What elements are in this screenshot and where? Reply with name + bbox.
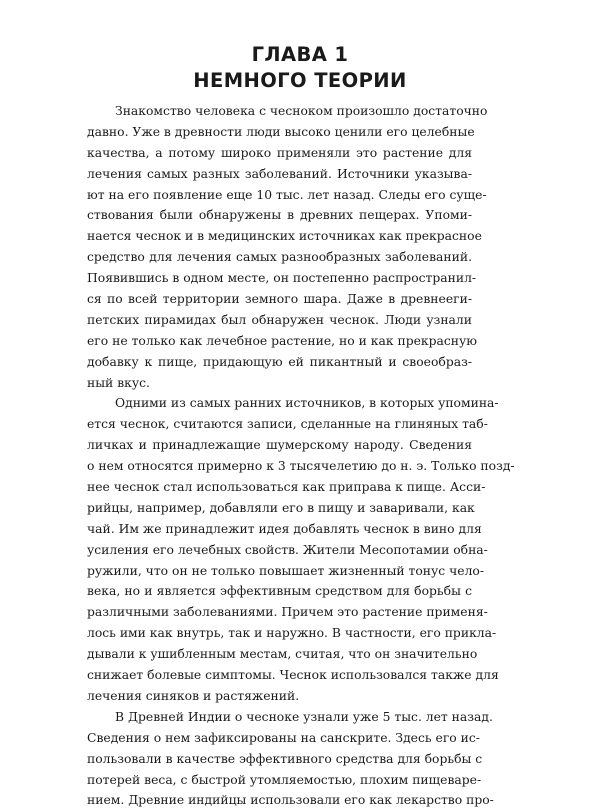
- text-line: лечения синяков и растяжений.: [87, 688, 300, 703]
- body-text: [87, 101, 515, 811]
- text-line: потерей веса, с быстрой утомляемостью, плохим пищеваре-: [87, 772, 482, 787]
- text-line: пользовали в качестве эффективного средства для борьбы с: [87, 751, 483, 766]
- chapter-title: НЕМНОГО ТЕОРИИ: [193, 69, 407, 92]
- text-line: его не только как лечебное растение, но и как прекрасную: [87, 333, 478, 348]
- text-line: различными заболеваниями. Причем это растение применя-: [87, 605, 488, 620]
- text-line: ется чеснок, считаются записи, сделанные на глиняных таб-: [87, 417, 488, 432]
- paragraph: [87, 393, 515, 706]
- text-line: ют на его появление еще 10 тыс. лет назад. Следы его суще-: [87, 187, 487, 202]
- text-line: лось ими как внутрь, так и наружно. В частности, его прикла-: [87, 626, 497, 641]
- text-line: рийцы, например, добавляли его в пищу и заваривали, как: [87, 500, 475, 515]
- text-line: ный вкус.: [87, 375, 150, 390]
- chapter-number: ГЛАВА 1: [251, 43, 349, 66]
- text-line: чай. Им же принадлежит идея добавлять чеснок в вино для: [87, 521, 482, 536]
- text-line: средство для лечения самых разнообразных заболеваний.: [87, 250, 472, 265]
- text-line: снижает болевые симптомы. Чеснок использовался также для: [87, 668, 499, 683]
- text-line: давно. Уже в древности люди высоко ценили его целебные: [87, 124, 475, 139]
- text-line: дывали к ушибленным местам, считая, что он значительно: [87, 647, 478, 662]
- text-line: ствования были обнаружены в древних пещерах. Упоми-: [87, 208, 472, 223]
- text-line: лечения самых разных заболеваний. Источники указыва-: [87, 166, 472, 181]
- text-line: века, но и является эффективным средством для борьбы с: [87, 584, 472, 599]
- paragraph: [87, 707, 494, 811]
- chapter-heading: [0, 42, 600, 94]
- text-line: Одними из самых ранних источников, в которых упомина-: [115, 396, 499, 411]
- text-line: Появившись в одном месте, он постепенно распространил-: [87, 271, 477, 286]
- text-line: Знакомство человека с чесноком произошло достаточно: [115, 104, 488, 118]
- text-line: добавку к пище, придающую ей пикантный и своеобраз-: [87, 354, 472, 369]
- text-line: усиления его лечебных свойств. Жители Месопотамии обна-: [87, 542, 488, 557]
- text-line: личках и принадлежащие шумерскому народу. Сведения: [87, 438, 472, 453]
- text-line: нее чеснок стал использоваться как приправа к пище. Асси-: [87, 480, 486, 495]
- paragraph: [87, 101, 488, 393]
- text-line: качества, а потому широко применяли это растение для: [87, 145, 472, 160]
- text-line: нием. Древние индийцы использовали его как лекарство про-: [87, 793, 494, 808]
- text-line: нается чеснок и в медицинских источниках как прекрасное: [87, 229, 482, 244]
- text-line: ружили, что он не только повышает жизненный тонус чело-: [87, 563, 485, 578]
- text-line: Сведения о нем зафиксированы на санскрите. Здесь его ис-: [87, 730, 480, 745]
- text-line: В Древней Индии о чесноке узнали уже 5 тыс. лет назад.: [115, 709, 493, 724]
- text-line: о нем относятся примерно к 3 тысячелетию до н. э. Только позд-: [87, 459, 515, 474]
- text-line: петских пирамидах был обнаружен чеснок. Люди узнали: [87, 312, 472, 327]
- text-line: ся по всей территории земного шара. Даже в древнееги-: [87, 292, 472, 307]
